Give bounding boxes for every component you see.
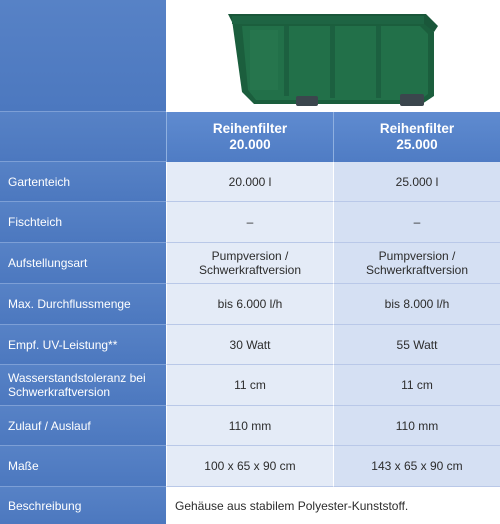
cell-value: 100 x 65 x 90 cm	[166, 446, 333, 487]
row-label-line: Wasserstandstoleranz bei	[8, 371, 146, 385]
cell-line: Schwerkraftversion	[365, 263, 469, 277]
row-label: Beschreibung	[0, 487, 166, 524]
cell-value: 11 cm	[333, 365, 500, 406]
cell-value: –	[333, 202, 500, 243]
row-label	[0, 365, 166, 406]
cell-value: 25.000 l	[333, 162, 500, 202]
row-label: Fischteich	[0, 202, 166, 243]
cell-line: Pumpversion /	[211, 249, 289, 263]
product-image	[166, 0, 500, 112]
row-label: Zulauf / Auslauf	[0, 406, 166, 446]
cell-line: Pumpversion /	[378, 249, 456, 263]
row-label-line: Schwerkraftversion	[8, 385, 111, 399]
cell-value	[333, 243, 500, 284]
cell-value: 110 mm	[166, 406, 333, 446]
row-label: Gartenteich	[0, 162, 166, 202]
cell-value: 55 Watt	[333, 325, 500, 365]
column-header-25000	[333, 112, 500, 162]
cell-value: 143 x 65 x 90 cm	[333, 446, 500, 487]
header-line1: Reihenfilter	[379, 121, 455, 136]
cell-value: 20.000 l	[166, 162, 333, 202]
cell-line: Schwerkraftversion	[198, 263, 302, 277]
cell-value: bis 8.000 l/h	[333, 284, 500, 325]
cell-value: 11 cm	[166, 365, 333, 406]
header-line2: 20.000	[229, 137, 271, 152]
corner-cell	[0, 0, 166, 112]
row-label: Max. Durchflussmenge	[0, 284, 166, 325]
row-label: Empf. UV-Leistung**	[0, 325, 166, 365]
row-label: Aufstellungsart	[0, 243, 166, 284]
header-line1: Reihenfilter	[212, 121, 288, 136]
cell-value	[166, 243, 333, 284]
header-line2: 25.000	[396, 137, 438, 152]
row-label: Maße	[0, 446, 166, 487]
cell-value: –	[166, 202, 333, 243]
green-filter-box-icon	[214, 4, 454, 108]
cell-value: 110 mm	[333, 406, 500, 446]
column-header-20000	[166, 112, 333, 162]
header-side-cell	[0, 112, 166, 162]
cell-value: 30 Watt	[166, 325, 333, 365]
description-text: Gehäuse aus stabilem Polyester-Kunststoff.	[166, 487, 500, 524]
cell-value: bis 6.000 l/h	[166, 284, 333, 325]
